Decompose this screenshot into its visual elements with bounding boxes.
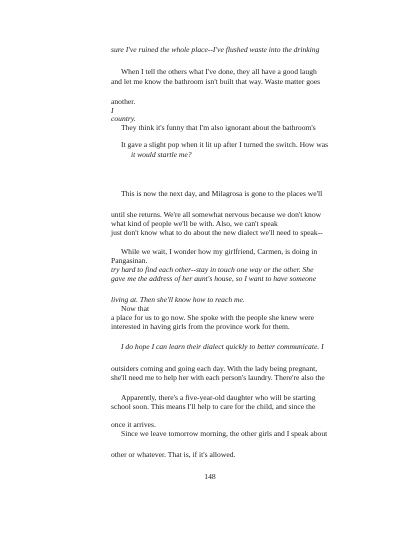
text-line: another. — [111, 97, 136, 106]
page-number: 148 — [204, 472, 216, 481]
text-line: It gave a slight pop when it lit up after I turned the switch. How was — [121, 140, 329, 149]
text-line: once it arrives. — [111, 420, 156, 429]
text-line: outsiders coming and going each day. With the lady being pregnant, — [111, 364, 318, 373]
text-line: country. — [111, 114, 136, 123]
text-line: try hard to find each other--stay in touch one way or the other. She — [111, 265, 314, 274]
text-line: While we wait, I wonder how my girlfriend, Carmen, is doing in — [121, 247, 318, 256]
text-line: school soon. This means I'll help to care for the child, and since the — [111, 402, 316, 411]
text-line: They think it's funny that I'm also ignorant about the bathroom's — [121, 123, 316, 132]
text-line: other or whatever. That is, if it's allowed. — [111, 450, 236, 459]
text-line: sure I've ruined the whole place--I've flushed waste into the drinking — [111, 45, 320, 54]
text-line: living at. Then she'll know how to reach me. — [111, 295, 245, 304]
text-line: she'll need me to help her with each person's laundry. There're also the — [111, 373, 325, 382]
text-line: I — [111, 106, 114, 115]
text-line: a place for us to go now. She spoke with the people she knew were — [111, 313, 315, 322]
text-line: I do hope I can learn their dialect quickly to better communicate. I — [121, 342, 324, 351]
text-line: interested in having girls from the province work for them. — [111, 322, 290, 331]
text-line: gave me the address of her aunt's house, so I want to have someone — [111, 274, 317, 283]
text-line: and let me know the bathroom isn't built that way. Waste matter goes — [111, 77, 321, 86]
text-line: Pangasinan. — [111, 256, 148, 265]
text-line: This is now the next day, and Milagrosa is gone to the places we'll — [121, 189, 323, 198]
text-line: it would startle me? — [131, 150, 192, 159]
text-line: just don't know what to do about the new dialect we'll need to speak-- — [111, 228, 323, 237]
text-line: Now that — [121, 304, 150, 313]
text-line: Since we leave tomorrow morning, the other girls and I speak about — [121, 429, 328, 438]
text-line: what kind of people we'll be with. Also, we can't speak — [111, 219, 278, 228]
text-line: Apparently, there's a five-year-old daughter who will be starting — [121, 393, 316, 402]
text-line: until she returns. We're all somewhat nervous because we don't know — [111, 210, 322, 219]
text-line: When I tell the others what I've done, they all have a good laugh — [121, 67, 317, 76]
